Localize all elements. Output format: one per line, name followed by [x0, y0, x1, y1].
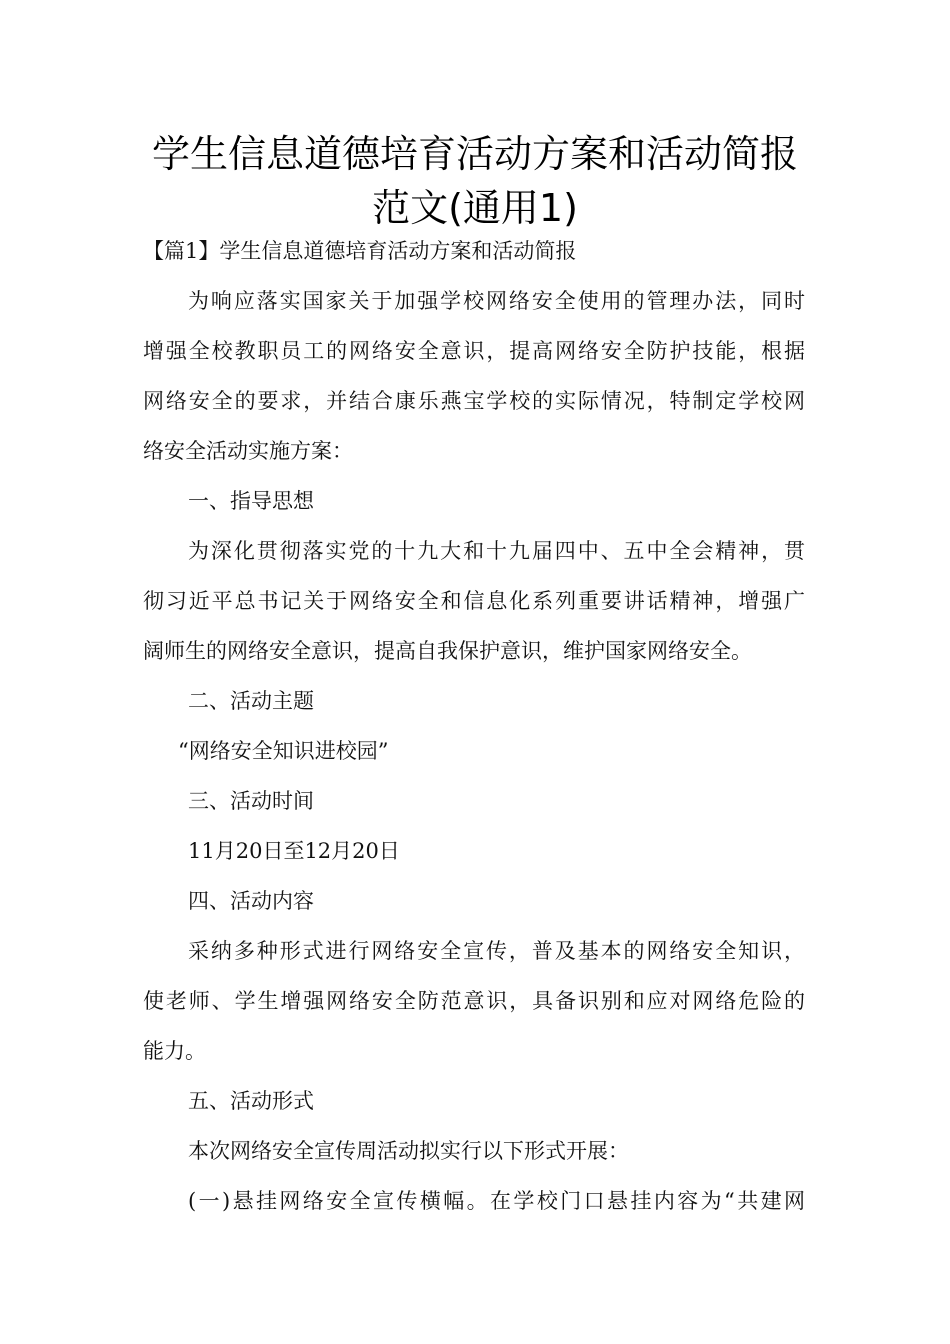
form-intro-text: 本次网络安全宣传周活动拟实行以下形式开展： — [188, 1139, 629, 1163]
intro-line-4: 络安全活动实施方案： — [143, 439, 353, 463]
section-heading: 【篇1】学生信息道德培育活动方案和活动简报 — [143, 239, 577, 263]
heading-activity-theme: 二、活动主题 — [188, 689, 314, 713]
content-line-2: 使老师、学生增强网络安全防范意识，具备识别和应对网络危险的 — [143, 989, 805, 1013]
form-item-1: (一)悬挂网络安全宣传横幅。在学校门口悬挂内容为“共建网 — [188, 1189, 805, 1213]
content-line-3: 能力。 — [143, 1039, 206, 1063]
heading-guiding-thought: 一、指导思想 — [188, 489, 314, 513]
heading-activity-form: 五、活动形式 — [188, 1089, 314, 1113]
guiding-line-3: 阔师生的网络安全意识，提高自我保护意识，维护国家网络安全。 — [143, 639, 752, 663]
activity-time-text: 11月20日至12月20日 — [188, 839, 400, 863]
intro-line-1: 为响应落实国家关于加强学校网络安全使用的管理办法，同时 — [188, 289, 805, 313]
guiding-line-1: 为深化贯彻落实党的十九大和十九届四中、五中全会精神，贯 — [188, 539, 805, 563]
guiding-line-2: 彻习近平总书记关于网络安全和信息化系列重要讲话精神，增强广 — [143, 589, 805, 613]
heading-activity-content: 四、活动内容 — [188, 889, 314, 913]
content-line-1: 采纳多种形式进行网络安全宣传，普及基本的网络安全知识， — [188, 939, 805, 963]
document-title-line-1: 学生信息道德培育活动方案和活动简报 — [151, 132, 798, 176]
intro-line-3: 网络安全的要求，并结合康乐燕宝学校的实际情况，特制定学校网 — [143, 389, 805, 413]
document-title-line-2: 范文(通用1) — [372, 186, 578, 230]
intro-line-2: 增强全校教职员工的网络安全意识，提高网络安全防护技能，根据 — [143, 339, 805, 363]
activity-theme-text: “网络安全知识进校园” — [178, 739, 389, 763]
heading-activity-time: 三、活动时间 — [188, 789, 314, 813]
